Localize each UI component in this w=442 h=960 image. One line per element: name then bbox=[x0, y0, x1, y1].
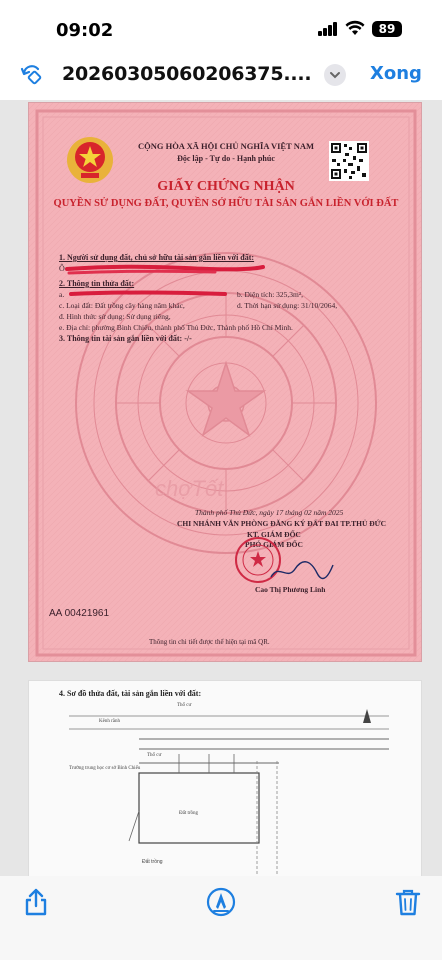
owner-redaction bbox=[65, 263, 265, 277]
land-map-page bbox=[28, 680, 422, 880]
chevron-down-icon bbox=[329, 70, 341, 80]
issue-date: Thành phố Thủ Đức, ngày 17 tháng 02 năm 2025 bbox=[195, 508, 344, 517]
land-term: d. Thời hạn sử dụng: 31/10/2064, bbox=[237, 301, 338, 310]
map-label-4: Thổ cư bbox=[147, 753, 162, 758]
address: e. Địa chỉ: phường Bình Chiểu, thành phố Thủ Đức, Thành phố Hồ Chí Minh. bbox=[59, 323, 293, 332]
qr-note: Thông tin chi tiết được thể hiện tại mã QR. bbox=[149, 638, 270, 646]
file-options-button[interactable] bbox=[324, 64, 346, 86]
certificate-page bbox=[28, 102, 422, 662]
map-label-6: Trường trung học cơ sở Bình Chiểu bbox=[69, 766, 141, 771]
deputy-director: PHÓ GIÁM ĐỐC bbox=[245, 540, 303, 549]
certificate-title: GIẤY CHỨNG NHẬN bbox=[157, 179, 295, 194]
nation-header: CỘNG HÒA XÃ HỘI CHỦ NGHĨA VIỆT NAM bbox=[137, 141, 315, 151]
parcel-row-a: a. bbox=[59, 290, 65, 299]
svg-text:Đất trồng: Đất trồng bbox=[142, 859, 163, 865]
battery-indicator: 89 bbox=[372, 21, 402, 37]
owner-line: Ô bbox=[59, 264, 65, 273]
land-type: c. Loại đất: Đất trồng cây hàng năm khác, bbox=[59, 301, 185, 310]
trash-icon[interactable] bbox=[392, 886, 424, 918]
motto: Độc lập - Tự do - Hạnh phúc bbox=[177, 154, 275, 163]
issuing-agency: CHI NHÁNH VĂN PHÒNG ĐĂNG KÝ ĐẤT ĐAI TP.THỦ ĐỨC bbox=[177, 519, 387, 528]
section-3-heading: 3. Thông tin tài sản gắn liền với đất: -/- bbox=[59, 334, 192, 343]
watermark: chợTốt bbox=[155, 476, 224, 501]
usage-form: đ. Hình thức sử dụng: Sử dụng riêng, bbox=[59, 312, 171, 321]
map-label-2: Kênh rãnh bbox=[99, 719, 120, 724]
wifi-icon bbox=[345, 20, 365, 36]
title-bar bbox=[0, 50, 442, 100]
rotate-back-icon[interactable] bbox=[20, 63, 44, 87]
parcel-redaction bbox=[69, 289, 229, 299]
cellular-signal-icon bbox=[318, 22, 338, 36]
status-time: 09:02 bbox=[56, 20, 114, 41]
file-name[interactable]: 20260305060206375.... bbox=[62, 63, 312, 85]
serial-number: AA 00421961 bbox=[49, 608, 110, 619]
map-label-1: Thổ cư bbox=[177, 703, 192, 708]
status-bar bbox=[0, 0, 442, 50]
parcel-diagram bbox=[29, 681, 422, 880]
bottom-toolbar bbox=[0, 876, 442, 960]
signer-name: Cao Thị Phương Linh bbox=[255, 585, 326, 594]
signature bbox=[267, 555, 337, 585]
map-label-3: Đất trồng bbox=[179, 811, 199, 816]
section-1-heading: 1. Người sử dụng đất, chủ sở hữu tài sản gắn liền với đất: bbox=[59, 253, 255, 262]
kt-director: KT. GIÁM ĐỐC bbox=[247, 530, 301, 539]
share-icon[interactable] bbox=[20, 886, 52, 918]
done-button[interactable]: Xong bbox=[370, 63, 422, 84]
map-heading: 4. Sơ đồ thửa đất, tài sản gắn liền với đất: bbox=[59, 689, 202, 698]
parcel-area: b. Diện tích: 325,3m², bbox=[237, 290, 303, 299]
section-2-heading: 2. Thông tin thửa đất: bbox=[59, 279, 135, 288]
markup-icon[interactable] bbox=[205, 886, 237, 918]
certificate-subtitle: QUYỀN SỬ DỤNG ĐẤT, QUYỀN SỞ HỮU TÀI SẢN GẮN LIỀN VỚI ĐẤT bbox=[53, 198, 399, 209]
